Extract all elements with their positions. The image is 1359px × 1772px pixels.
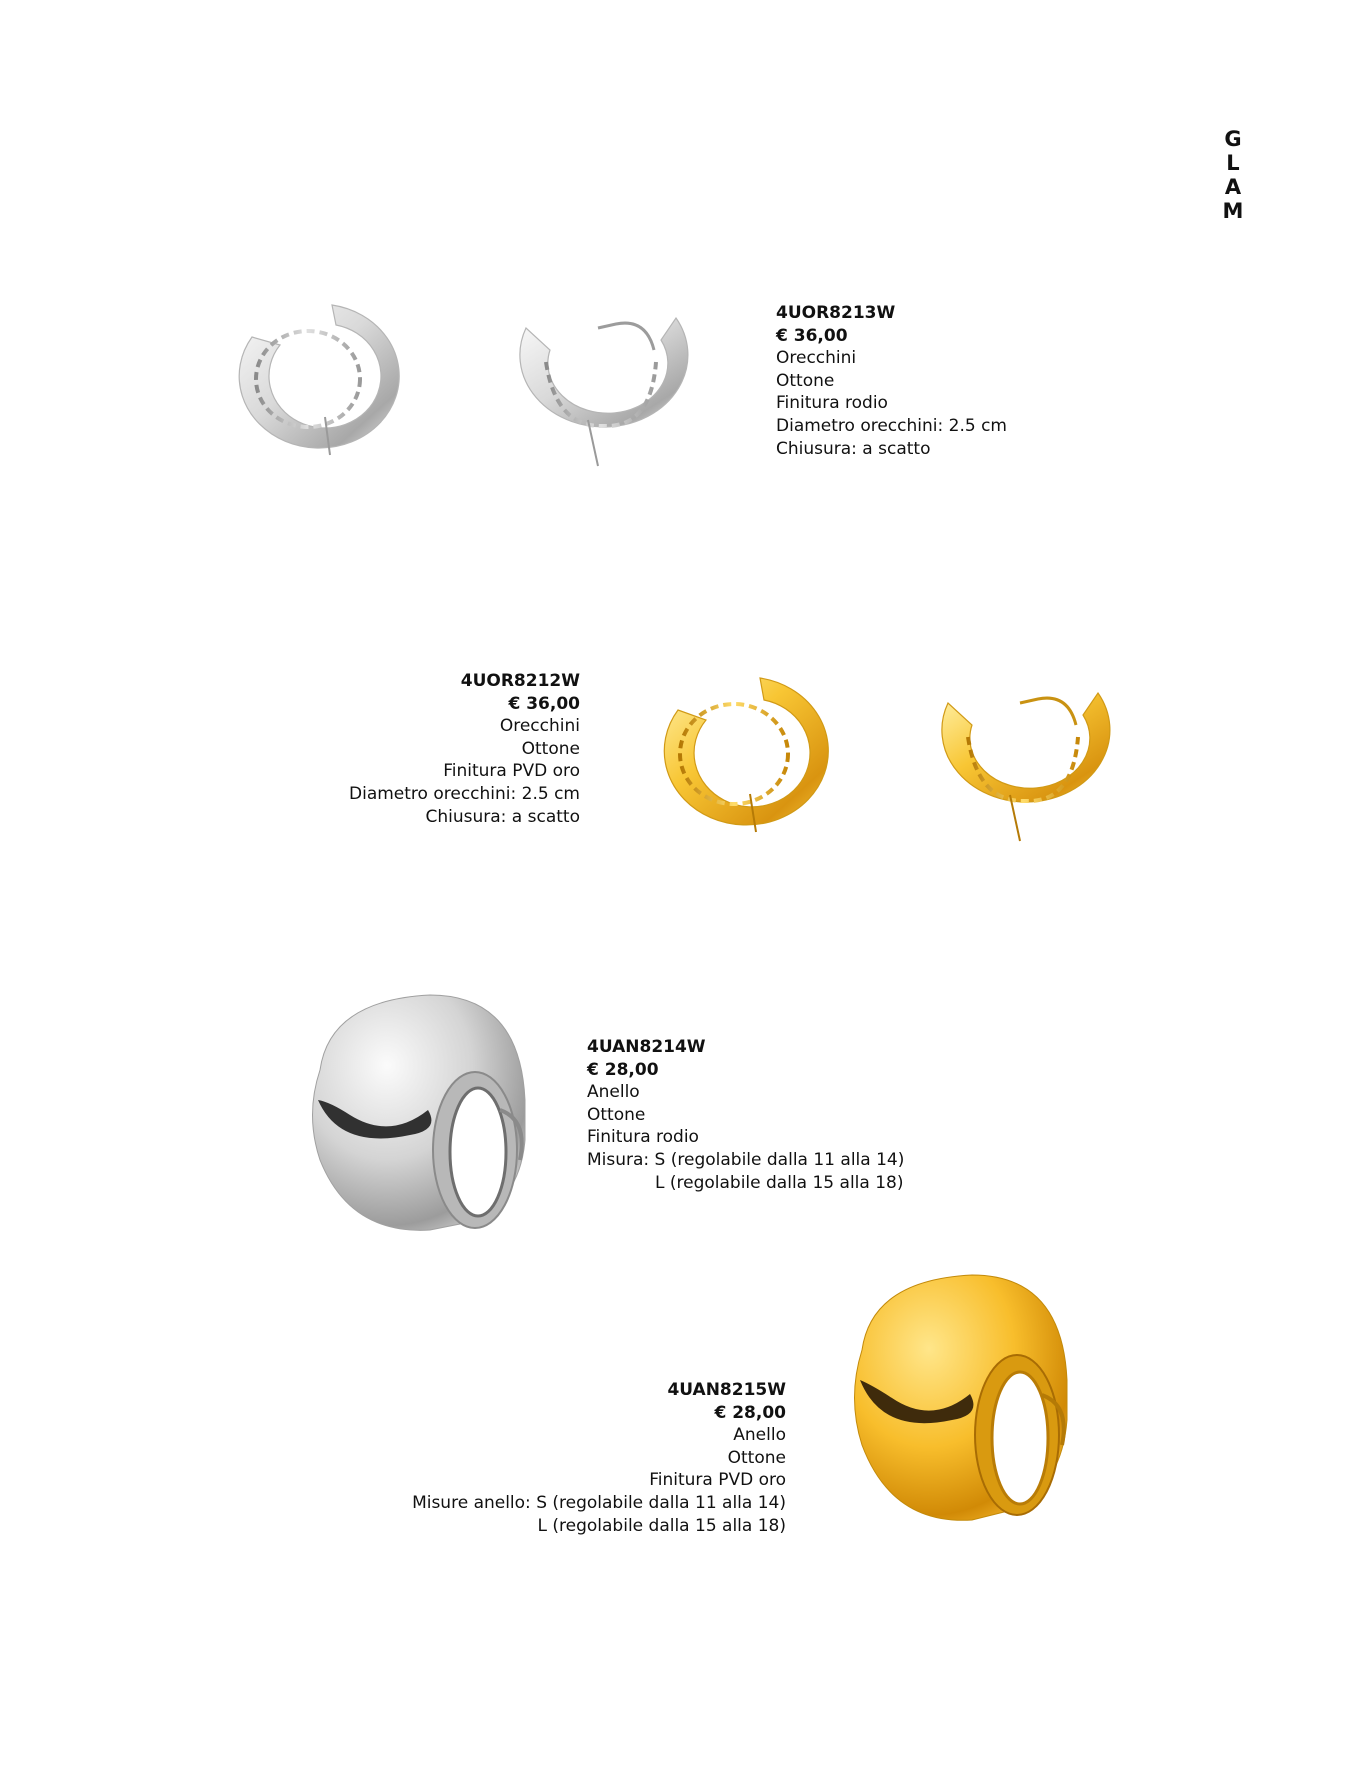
section-title-glam: [1222, 127, 1244, 223]
product-finish: Finitura PVD oro: [443, 761, 580, 782]
product-size-s: Misure anello: S (regolabile dalla 11 alla 14): [412, 1492, 786, 1513]
product-size-s: Misura: S (regolabile dalla 11 alla 14): [587, 1149, 905, 1170]
product-info-4UOR8213W: [776, 302, 1007, 460]
product-image-gold-hoop-open: [908, 685, 1130, 845]
product-image-silver-dome-ring: [290, 990, 530, 1240]
product-code: 4UOR8212W: [460, 671, 580, 691]
product-type: Anello: [733, 1425, 786, 1446]
product-code: 4UAN8214W: [587, 1037, 706, 1057]
product-finish: Finitura PVD oro: [649, 1470, 786, 1491]
product-image-silver-hoop-open: [486, 310, 708, 470]
product-info-4UAN8215W: [412, 1379, 786, 1537]
product-material: Ottone: [587, 1104, 646, 1125]
product-type: Orecchini: [499, 716, 580, 737]
product-image-gold-dome-ring: [832, 1270, 1072, 1530]
product-image-gold-hoop-closed: [646, 670, 822, 836]
product-price: € 28,00: [714, 1402, 786, 1423]
product-material: Ottone: [521, 738, 580, 759]
product-price: € 36,00: [508, 693, 580, 714]
product-price: € 28,00: [587, 1059, 659, 1080]
product-image-silver-hoop-closed: [222, 297, 394, 459]
product-size-l: L (regolabile dalla 15 alla 18): [537, 1515, 786, 1536]
product-type: Orecchini: [776, 348, 857, 369]
product-diameter: Diametro orecchini: 2.5 cm: [349, 783, 580, 804]
product-closure: Chiusura: a scatto: [776, 438, 931, 459]
product-size-l: L (regolabile dalla 15 alla 18): [655, 1172, 904, 1193]
section-letter: A: [1224, 175, 1242, 199]
product-material: Ottone: [776, 370, 835, 391]
product-type: Anello: [587, 1082, 640, 1103]
section-letter: L: [1226, 151, 1240, 175]
product-info-4UAN8214W: [587, 1036, 904, 1194]
product-finish: Finitura rodio: [587, 1127, 699, 1148]
section-letter: M: [1222, 199, 1244, 223]
product-material: Ottone: [727, 1447, 786, 1468]
product-code: 4UAN8215W: [667, 1380, 786, 1400]
product-code: 4UOR8213W: [776, 303, 896, 323]
section-letter: G: [1224, 127, 1242, 151]
product-closure: Chiusura: a scatto: [425, 806, 580, 827]
product-finish: Finitura rodio: [776, 393, 888, 414]
product-price: € 36,00: [776, 325, 848, 346]
product-diameter: Diametro orecchini: 2.5 cm: [776, 415, 1007, 436]
product-info-4UOR8212W: [349, 670, 580, 828]
